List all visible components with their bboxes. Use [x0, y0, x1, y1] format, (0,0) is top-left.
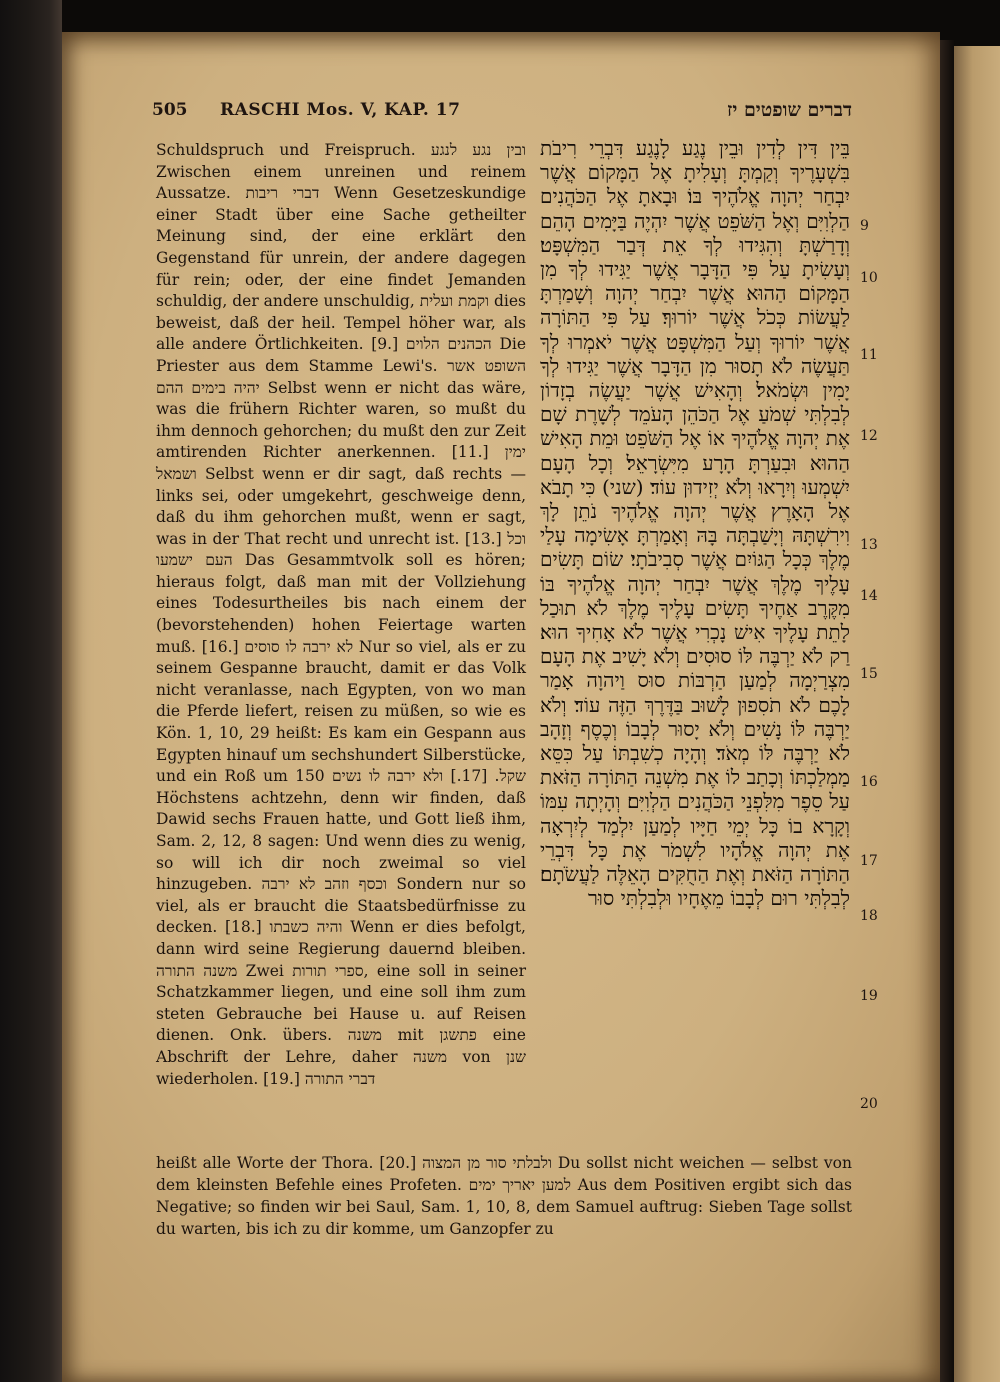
- hebrew-running-title: דברים שופטים יז: [727, 99, 852, 121]
- verse-number: 14: [860, 588, 878, 604]
- hebrew-text-column: [540, 136, 850, 1146]
- commentary-column: [156, 140, 526, 1090]
- commentary-continuation: [156, 1152, 852, 1240]
- verse-number: 18: [860, 908, 878, 924]
- verse-number: 13: [860, 537, 878, 553]
- verse-number: 20: [860, 1096, 878, 1112]
- running-title: RASCHI Mos. V, KAP. 17: [220, 100, 461, 120]
- left-page-edge: [0, 0, 62, 1382]
- page-number: 505: [152, 100, 188, 120]
- verse-number: 10: [860, 270, 878, 286]
- verse-number-margin: [860, 0, 888, 1382]
- verse-number: 15: [860, 666, 878, 682]
- adjacent-page-edge: [954, 46, 1000, 1382]
- verse-number: 16: [860, 774, 878, 790]
- page-header: [152, 100, 852, 126]
- commentary-text: Schuldspruch und Freispruch. ובין נגע לנגע Zwischen einem unreinen und reinem Aussatze. דברי ריבות Wenn Gesetzeskundige einer Stadt über eine Sache getheilter Meinung sind, der eine erklärt den Gegenstand für unrein, der andere dagegen für rein; oder, der eine findet Jemanden schuldig, der andere unschuldig, וקמת ועלית dies beweist, daß der heil. Tempel höher war, als alle andere Örtlichkeiten. [9.] הכהנים הלוים Die Priester aus dem Stamme Lewi's. השופט אשר יהיה בימים ההם Selbst wenn er nicht das wäre, was die frühern Richter waren, so mußt du ihm dennoch gehorchen; du mußt den zur Zeit amtirenden Richter anerkennen. [11.] ימין ושמאל Selbst wenn er dir sagt, daß rechts — links sei, oder umgekehrt, geschweige denn, daß du ihm gehorchen mußt, wenn er sagt, was in der That recht und unrecht ist. [13.] וכל העם ישמעו Das Gesammtvolk soll es hören; hieraus folgt, daß man mit der Vollziehung eines Todesurtheiles bis nach einem der (bevorstehenden) hohen Feiertage warten muß. [16.] לא ירבה לו סוסים Nur so viel, als er zu seinem Gespanne braucht, damit er das Volk nicht veranlasse, nach Egypten, von wo man die Pferde liefert, reisen zu müßen, so wie es Kön. 1, 10, 29 heißt: Es kam ein Gespann aus Egypten hinauf um sechshundert Silberstücke, und ein Roß um 150 שקל. [17.] ולא ירבה לו נשים Höchstens achtzehn, denn wir finden, daß Dawid sechs Frauen hatte, und Gott ließ ihm, Sam. 2, 12, 8 sagen: Und wenn dies zu wenig, so will ich dir noch zweimal so viel hinzugeben. וכסף וזהב לא ירבה Sondern nur so viel, als er braucht die Staatsbedürfnisse zu decken. [18.] והיה כשבתו Wenn er dies befolgt, dann wird seine Regierung dauernd bleiben. משנה התורה Zwei ספרי תורות, eine soll in seiner Schatzkammer liegen, und eine soll ihm zum steten Gebrauche bei Hause u. auf Reisen dienen. Onk. übers. משנה mit פתשגן eine Abschrift der Lehre, daher משנה von שנן wiederholen. [19.] דברי התורה: [156, 141, 527, 1088]
- verse-number: 11: [860, 347, 878, 363]
- verse-number: 9: [860, 218, 869, 234]
- verse-number: 12: [860, 428, 878, 444]
- verse-number: 17: [860, 853, 878, 869]
- commentary-continuation-text: heißt alle Worte der Thora. [20.] ולבלתי סור מן המצוה Du sollst nicht weichen — selbst von dem kleinsten Befehle eines Profeten. למען יאריך ימים Aus dem Positiven ergibt sich das Negative; so finden wir bei Saul, Sam. 1, 10, 8, dem Samuel auftrug: Sieben Tage sollst du warten, bis ich zu dir komme, um Ganzopfer zu: [156, 1154, 852, 1238]
- hebrew-text: בֵּין דִּין לְדִין וּבֵין נֶגַע לָנֶגַע דִּבְרֵי רִיבֹת בִּשְׁעָרֶיךָ וְקַמְתָּ וְעָלִיתָ אֶל הַמָּקוֹם אֲשֶׁר יִבְחַר יְהוָה אֱלֹהֶיךָ בּוֹ׃ וּבָאתָ אֶל הַכֹּהֲנִים הַלְוִיִּם וְאֶל הַשֹּׁפֵט אֲשֶׁר יִהְיֶה בַּיָּמִים הָהֵם וְדָרַשְׁתָּ וְהִגִּידוּ לְךָ אֵת דְּבַר הַמִּשְׁפָּט׃ וְעָשִׂיתָ עַל פִּי הַדָּבָר אֲשֶׁר יַגִּידוּ לְךָ מִן הַמָּקוֹם הַהוּא אֲשֶׁר יִבְחַר יְהוָה וְשָׁמַרְתָּ לַעֲשׂוֹת כְּכֹל אֲשֶׁר יוֹרוּךָ׃ עַל פִּי הַתּוֹרָה אֲשֶׁר יוֹרוּךָ וְעַל הַמִּשְׁפָּט אֲשֶׁר יֹאמְרוּ לְךָ תַּעֲשֶׂה לֹא תָסוּר מִן הַדָּבָר אֲשֶׁר יַגִּידוּ לְךָ יָמִין וּשְׂמֹאל׃ וְהָאִישׁ אֲשֶׁר יַעֲשֶׂה בְזָדוֹן לְבִלְתִּי שְׁמֹעַ אֶל הַכֹּהֵן הָעֹמֵד לְשָׁרֶת שָׁם אֶת יְהוָה אֱלֹהֶיךָ אוֹ אֶל הַשֹּׁפֵט וּמֵת הָאִישׁ הַהוּא וּבִעַרְתָּ הָרָע מִיִּשְׂרָאֵל׃ וְכָל הָעָם יִשְׁמְעוּ וְיִרָאוּ וְלֹא יְזִידוּן עוֹד׃ (שני) כִּי תָבֹא אֶל הָאָרֶץ אֲשֶׁר יְהוָה אֱלֹהֶיךָ נֹתֵן לָךְ וִירִשְׁתָּהּ וְיָשַׁבְתָּה בָּהּ וְאָמַרְתָּ אָשִׂימָה עָלַי מֶלֶךְ כְּכָל הַגּוֹיִם אֲשֶׁר סְבִיבֹתָי׃ שׂוֹם תָּשִׂים עָלֶיךָ מֶלֶךְ אֲשֶׁר יִבְחַר יְהוָה אֱלֹהֶיךָ בּוֹ מִקֶּרֶב אַחֶיךָ תָּשִׂים עָלֶיךָ מֶלֶךְ לֹא תוּכַל לָתֵת עָלֶיךָ אִישׁ נָכְרִי אֲשֶׁר לֹא אָחִיךָ הוּא׃ רַק לֹא יַרְבֶּה לּוֹ סוּסִים וְלֹא יָשִׁיב אֶת הָעָם מִצְרַיְמָה לְמַעַן הַרְבּוֹת סוּס וַיהוָה אָמַר לָכֶם לֹא תֹסִפוּן לָשׁוּב בַּדֶּרֶךְ הַזֶּה עוֹד׃ וְלֹא יַרְבֶּה לּוֹ נָשִׁים וְלֹא יָסוּר לְבָבוֹ וְכֶסֶף וְזָהָב לֹא יַרְבֶּה לּוֹ מְאֹד׃ וְהָיָה כְשִׁבְתּוֹ עַל כִּסֵּא מַמְלַכְתּוֹ וְכָתַב לוֹ אֶת מִשְׁנֵה הַתּוֹרָה הַזֹּאת עַל סֵפֶר מִלִּפְנֵי הַכֹּהֲנִים הַלְוִיִּם׃ וְהָיְתָה עִמּוֹ וְקָרָא בוֹ כָּל יְמֵי חַיָּיו לְמַעַן יִלְמַד לְיִרְאָה אֶת יְהוָה אֱלֹהָיו לִשְׁמֹר אֶת כָּל דִּבְרֵי הַתּוֹרָה הַזֹּאת וְאֶת הַחֻקִּים הָאֵלֶּה לַעֲשֹׂתָם׃ לְבִלְתִּי רוּם לְבָבוֹ מֵאֶחָיו וּלְבִלְתִּי סוּר: [540, 136, 850, 911]
- book-gutter: [940, 40, 954, 1382]
- verse-number: 19: [860, 988, 878, 1004]
